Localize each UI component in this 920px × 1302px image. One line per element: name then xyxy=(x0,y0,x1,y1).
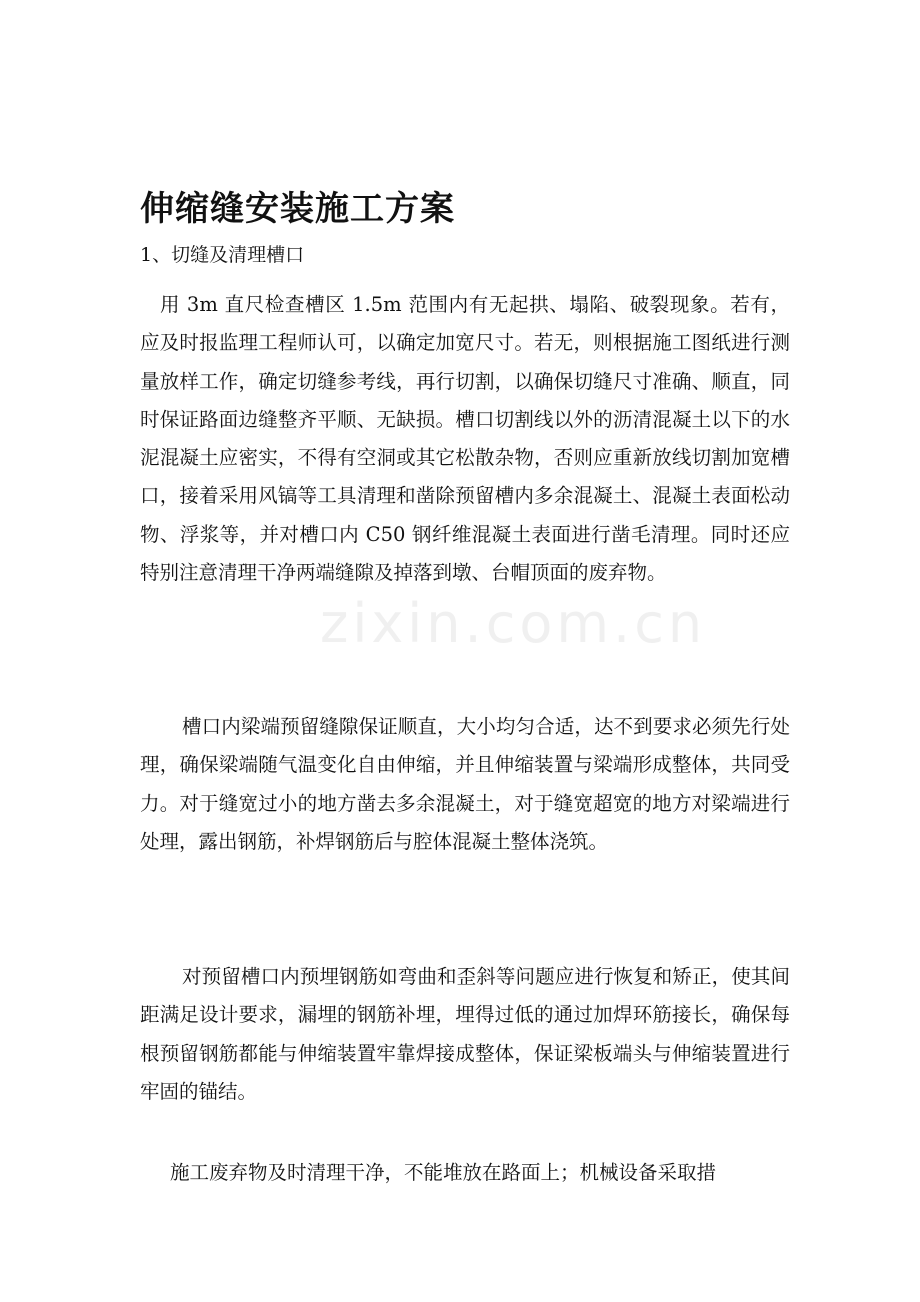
paragraph-2: 槽口内梁端预留缝隙保证顺直，大小均匀合适，达不到要求必须先行处理，确保梁端随气温变化自由伸缩，并且伸缩装置与梁端形成整体，共同受力。对于缝宽过小的地方凿去多余混凝土，对于缝宽超宽的地方对梁端进行处理，露出钢筋，补焊钢筋后与腔体混凝土整体浇筑。 xyxy=(140,715,790,853)
document-page xyxy=(140,0,790,1302)
paragraph-1: 用 3m 直尺检查槽区 1.5m 范围内有无起拱、塌陷、破裂现象。若有，应及时报监理工程师认可，以确定加宽尺寸。若无，则根据施工图纸进行测量放样工作，确定切缝参考线，再行切割，以确保切缝尺寸准确、顺直，同时保证路面边缝整齐平顺、无缺损。槽口切割线以外的沥清混凝土以下的水泥混凝土应密实，不得有空洞或其它松散杂物，否则应重新放线切割加宽槽口，接着采用风镐等工具清理和凿除预留槽内多余混凝土、混凝土表面松动物、浮浆等，并对槽口内 C50 钢纤维混凝土表面进行凿毛清理。同时还应特别注意清理干净两端缝隙及掉落到墩、台帽顶面的废弃物。 xyxy=(140,293,790,585)
section-heading: 1、切缝及清理槽口 xyxy=(140,244,305,266)
watermark: zixin.com.cn xyxy=(320,592,707,655)
document-title: 伸缩缝安装施工方案 xyxy=(140,189,455,229)
paragraph-4: 施工废弃物及时清理干净，不能堆放在路面上；机械设备采取措 xyxy=(170,1161,717,1184)
paragraph-3: 对预留槽口内预埋钢筋如弯曲和歪斜等问题应进行恢复和矫正，使其间距满足设计要求，漏埋的钢筋补埋，埋得过低的通过加焊环筋接长，确保每根预留钢筋都能与伸缩装置牢靠焊接成整体，保证梁板端头与伸缩装置进行牢固的锚结。 xyxy=(140,965,790,1103)
